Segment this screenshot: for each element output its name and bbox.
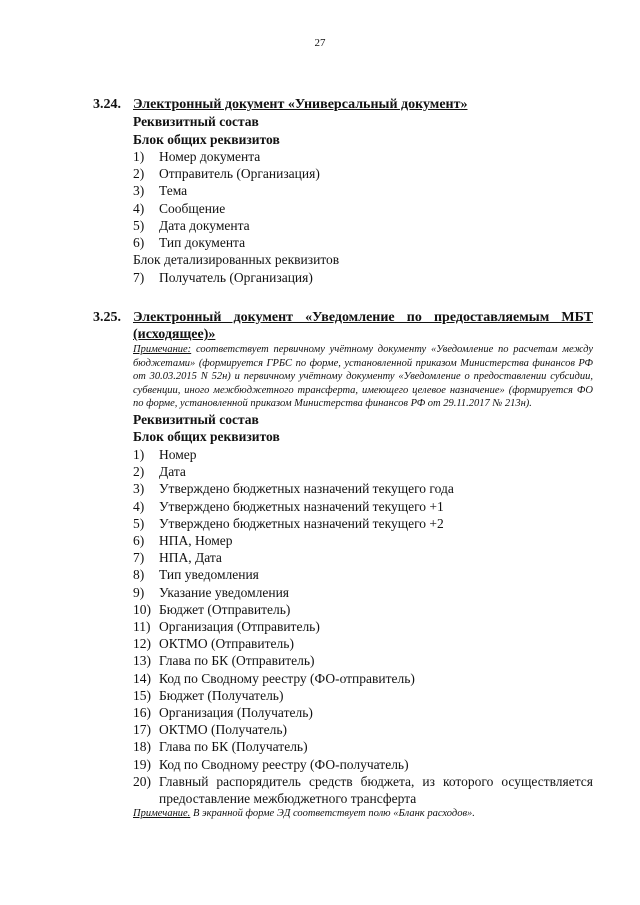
item-number: 6) — [133, 235, 145, 251]
general-items-list — [133, 446, 593, 807]
item-text: Тема — [159, 183, 188, 199]
list-item — [133, 498, 593, 515]
item-number: 14) — [133, 670, 151, 686]
item-text: Указание уведомления — [159, 584, 290, 600]
list-item — [133, 446, 593, 463]
item-number: 18) — [133, 739, 151, 755]
general-block-heading: Блок общих реквизитов — [133, 429, 280, 445]
item-text: Дата документа — [159, 217, 250, 233]
list-item — [133, 773, 593, 807]
item-number: 12) — [133, 636, 151, 652]
item-text: НПА, Номер — [159, 532, 233, 548]
item-text: Тип документа — [159, 235, 246, 251]
list-item — [133, 165, 593, 182]
item-text: Утверждено бюджетных назначений текущего года — [159, 481, 454, 497]
list-item — [133, 652, 593, 669]
list-item — [133, 756, 593, 773]
item-number: 1) — [133, 149, 145, 164]
item-number: 16) — [133, 705, 151, 721]
page-number: 27 — [314, 37, 326, 49]
requisite-composition-heading: Реквизитный состав — [133, 114, 259, 129]
item-text: Главный распорядитель средств бюджета, из которого осуществляется предоставление межбюджетного трансферта — [159, 773, 593, 807]
item-text: Дата — [159, 464, 186, 480]
item-text: Отправитель (Организация) — [159, 166, 320, 182]
list-item — [133, 704, 593, 721]
list-item — [133, 549, 593, 566]
item-number: 11) — [133, 619, 151, 634]
list-item — [133, 217, 593, 234]
item-number: 8) — [133, 567, 145, 583]
list-item — [133, 234, 593, 251]
item-number: 2) — [133, 464, 145, 480]
item-text: Получатель (Организация) — [159, 269, 313, 285]
list-item — [133, 584, 593, 601]
list-item — [133, 463, 593, 480]
item-number: 7) — [133, 269, 145, 285]
list-item — [133, 269, 593, 286]
list-item — [133, 515, 593, 532]
item-number: 15) — [133, 687, 151, 703]
item-text: Глава по БК (Отправитель) — [159, 653, 315, 669]
list-item — [133, 182, 593, 199]
note-paragraph-2 — [133, 807, 593, 821]
item-text: Номер документа — [159, 149, 261, 164]
list-item — [133, 200, 593, 217]
section-heading — [93, 96, 593, 113]
section-title: Электронный документ «Уведомление по предоставляемым МБТ (исходящее)» — [133, 310, 593, 342]
note-label: Примечание. — [133, 808, 191, 820]
item-number: 20) — [133, 773, 151, 789]
item-text: Код по Сводному реестру (ФО-получатель) — [159, 756, 409, 772]
item-number: 10) — [133, 601, 151, 617]
general-items-list — [133, 148, 593, 251]
item-number: 4) — [133, 498, 145, 514]
item-number: 19) — [133, 756, 151, 772]
item-number: 9) — [133, 584, 145, 600]
list-item — [133, 635, 593, 652]
list-item — [133, 601, 593, 618]
item-number: 1) — [133, 446, 145, 462]
section-number: 3.24. — [93, 97, 121, 112]
list-item — [133, 480, 593, 497]
item-text: Глава по БК (Получатель) — [159, 739, 308, 755]
item-text: НПА, Дата — [159, 550, 222, 566]
list-item — [133, 532, 593, 549]
list-item — [133, 148, 593, 165]
item-number: 2) — [133, 166, 145, 182]
item-text: Номер — [159, 446, 197, 462]
item-text: Организация (Отправитель) — [159, 619, 320, 634]
section-3-25 — [93, 309, 593, 821]
list-item — [133, 721, 593, 738]
section-heading — [93, 309, 593, 343]
item-number: 5) — [133, 515, 145, 531]
list-item — [133, 670, 593, 687]
item-number: 6) — [133, 532, 145, 548]
requisite-composition-heading: Реквизитный состав — [133, 411, 259, 427]
item-text: Тип уведомления — [159, 567, 259, 583]
item-text: ОКТМО (Отправитель) — [159, 636, 294, 652]
note-paragraph — [133, 343, 593, 411]
item-number: 13) — [133, 653, 151, 669]
item-number: 4) — [133, 200, 145, 216]
item-text: Организация (Получатель) — [159, 705, 313, 721]
item-text: Бюджет (Получатель) — [159, 687, 284, 703]
list-item — [133, 566, 593, 583]
general-block-heading: Блок общих реквизитов — [133, 131, 280, 147]
note-text: соответствует первичному учётному документу «Уведомление по расчетам между бюджетами» (формируется ГРБС по форме, установленной приказом Министерства финансов РФ от 30.03.2015 N 52н) и первичному учётному документу «Уведомление о предоставлении субсидии, субвенции, иного межбюджетного трансферта, имеющего целевое назначение» (формируется ФО по форме, установленной приказом Министерства финансов РФ от 29.11.2017 № 213н). — [133, 344, 593, 410]
item-text: Бюджет (Отправитель) — [159, 601, 291, 617]
item-text: Утверждено бюджетных назначений текущего +1 — [159, 498, 444, 514]
list-item — [133, 687, 593, 704]
item-text: Код по Сводному реестру (ФО-отправитель) — [159, 670, 415, 686]
list-item — [133, 618, 593, 635]
item-text: ОКТМО (Получатель) — [159, 722, 287, 738]
item-text: Сообщение — [159, 200, 226, 216]
list-item — [133, 738, 593, 755]
item-text: Утверждено бюджетных назначений текущего +2 — [159, 515, 444, 531]
section-number: 3.25. — [93, 310, 121, 325]
item-number: 3) — [133, 183, 145, 199]
note-text: В экранной форме ЭД соответствует полю «Бланк расходов». — [190, 808, 475, 820]
detail-block-heading: Блок детализированных реквизитов — [133, 252, 340, 268]
section-3-24 — [93, 96, 593, 286]
item-number: 7) — [133, 550, 145, 566]
detail-items-list — [133, 269, 593, 286]
item-number: 17) — [133, 722, 151, 738]
section-title: Электронный документ «Универсальный документ» — [133, 97, 468, 112]
item-number: 5) — [133, 217, 145, 233]
item-number: 3) — [133, 481, 145, 497]
note-label: Примечание: — [133, 344, 192, 355]
